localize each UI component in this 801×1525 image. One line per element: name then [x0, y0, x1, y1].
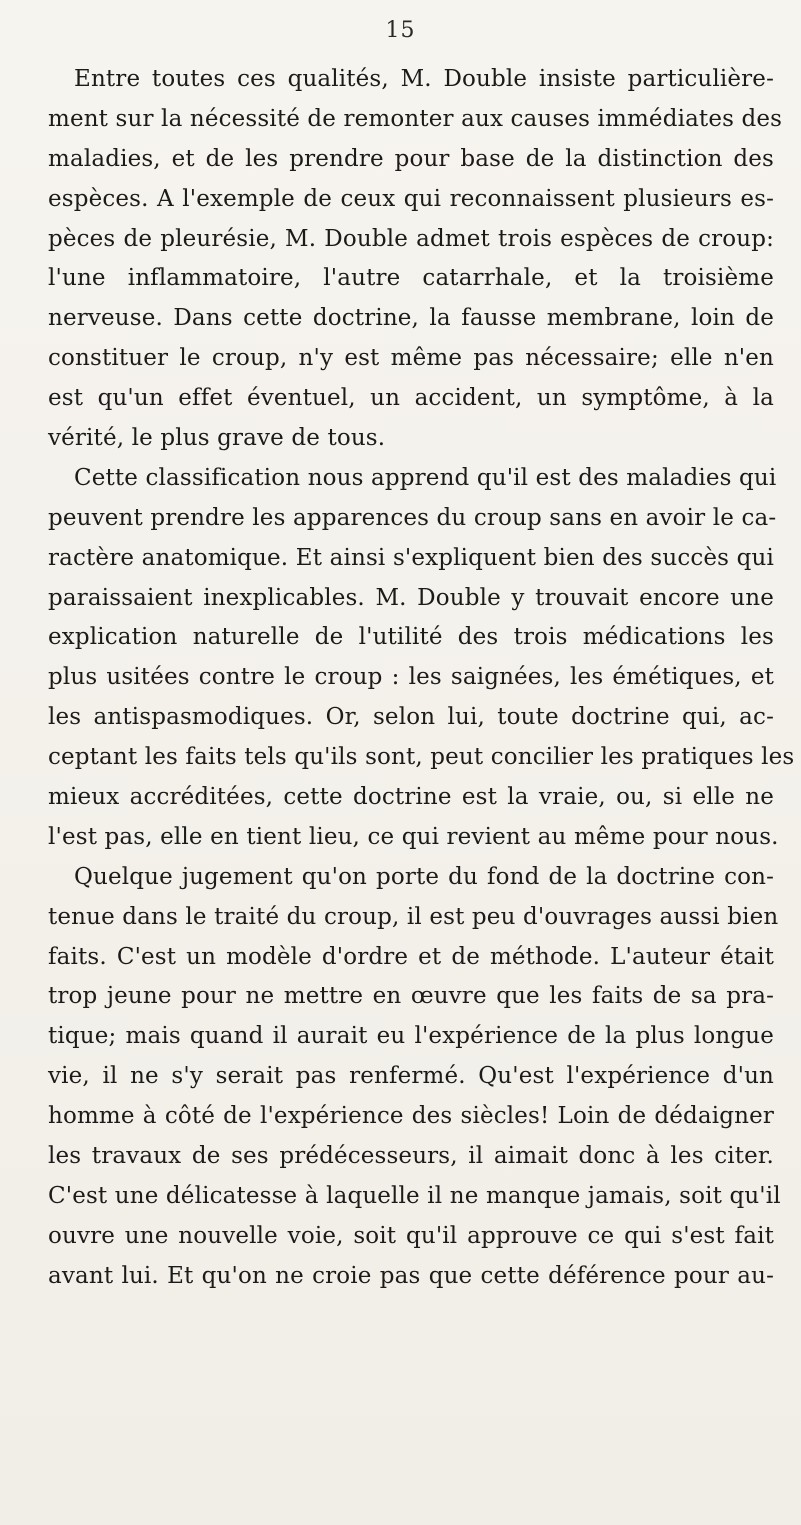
body-text: [48, 60, 795, 1297]
text-line: paraissaient inexplicables. M. Double y trouvait encore une: [48, 584, 774, 611]
text-line: tenue dans le traité du croup, il est peu d'ouvrages aussi bien: [48, 903, 779, 930]
text-line: Cette classification nous apprend qu'il est des maladies qui: [74, 464, 777, 491]
text-line: Entre toutes ces qualités, M. Double insiste particulière-: [74, 66, 774, 92]
text-line: ment sur la nécessité de remonter aux causes immédiates des: [48, 105, 783, 132]
text-line: maladies, et de les prendre pour base de la distinction des: [48, 145, 774, 172]
page-number: 15: [385, 18, 416, 43]
text-line: l'une inflammatoire, l'autre catarrhale, et la troisième: [48, 265, 774, 292]
text-line: pèces de pleurésie, M. Double admet trois espèces de croup:: [48, 225, 774, 252]
text-line: trop jeune pour ne mettre en œuvre que les faits de sa pra-: [48, 983, 774, 1010]
text-line: faits. C'est un modèle d'ordre et de méthode. L'auteur était: [48, 943, 774, 970]
text-line: tique; mais quand il aurait eu l'expérience de la plus longue: [48, 1023, 774, 1050]
text-line: est qu'un effet éventuel, un accident, un symptôme, à la: [48, 385, 774, 412]
text-line: C'est une délicatesse à laquelle il ne manque jamais, soit qu'il: [48, 1182, 781, 1209]
text-line: vie, il ne s'y serait pas renfermé. Qu'est l'expérience d'un: [48, 1063, 774, 1090]
text-line: explication naturelle de l'utilité des trois médications les: [48, 624, 774, 651]
text-line: homme à côté de l'expérience des siècles! Loin de dédaigner: [48, 1103, 774, 1130]
text-line: vérité, le plus grave de tous.: [48, 425, 386, 452]
text-line: espèces. A l'exemple de ceux qui reconnaissent plusieurs es-: [48, 185, 774, 212]
text-line: mieux accréditées, cette doctrine est la vraie, ou, si elle ne: [48, 784, 774, 811]
text-line: Quelque jugement qu'on porte du fond de la doctrine con-: [74, 863, 774, 890]
text-line: nerveuse. Dans cette doctrine, la fausse membrane, loin de: [48, 305, 774, 332]
text-line: ceptant les faits tels qu'ils sont, peut concilier les pratiques les: [48, 744, 795, 771]
text-line: ouvre une nouvelle voie, soit qu'il approuve ce qui s'est fait: [48, 1222, 774, 1249]
text-line: les travaux de ses prédécesseurs, il aimait donc à les citer.: [48, 1143, 774, 1170]
text-line: avant lui. Et qu'on ne croie pas que cette déférence pour au-: [48, 1262, 774, 1289]
text-line: l'est pas, elle en tient lieu, ce qui revient au même pour nous.: [48, 823, 779, 850]
text-line: peuvent prendre les apparences du croup sans en avoir le ca-: [48, 504, 777, 531]
text-line: ractère anatomique. Et ainsi s'expliquent bien des succès qui: [48, 544, 774, 571]
text-line: constituer le croup, n'y est même pas nécessaire; elle n'en: [48, 345, 774, 372]
text-line: les antispasmodiques. Or, selon lui, toute doctrine qui, ac-: [48, 704, 774, 731]
text-line: plus usitées contre le croup : les saignées, les émétiques, et: [48, 664, 774, 691]
